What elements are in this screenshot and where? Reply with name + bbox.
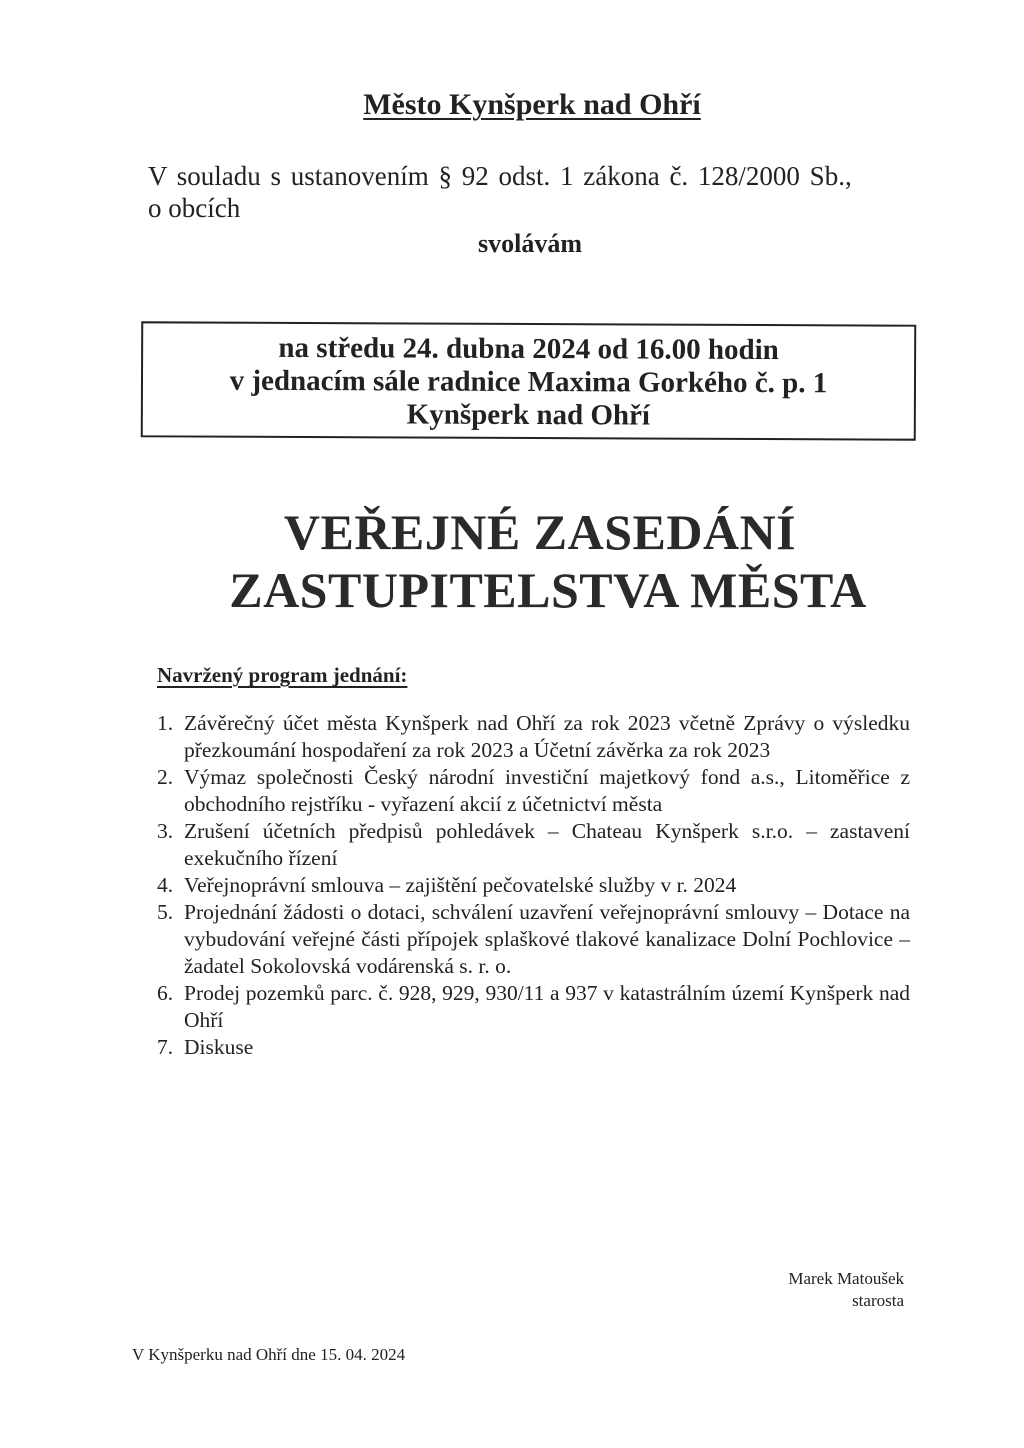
signer-name: Marek Matoušek	[788, 1269, 904, 1288]
program-label: Navržený program jednání:	[157, 663, 408, 687]
title-line-2: ZASTUPITELSTVA MĚSTA	[229, 562, 867, 618]
agenda-item-text: Diskuse	[184, 1035, 254, 1059]
agenda-item-number: 5.	[157, 900, 174, 924]
agenda-item-number: 1.	[157, 711, 174, 735]
document-heading: Město Kynšperk nad Ohří	[363, 88, 701, 121]
agenda-item	[150, 872, 910, 899]
document-title	[150, 503, 930, 619]
agenda-item	[150, 710, 910, 764]
convene-text: svolávám	[478, 229, 582, 258]
agenda-item	[150, 1034, 910, 1061]
agenda-item	[150, 899, 910, 980]
agenda-item-number: 7.	[157, 1035, 174, 1059]
signature-block	[788, 1268, 904, 1312]
agenda-item-number: 3.	[157, 819, 174, 843]
agenda-item-text: Výmaz společnosti Český národní investiční majetkový fond a.s., Litoměřice z obchodního rejstříku - vyřazení akcií z účetnictví města	[184, 765, 910, 816]
agenda-item-text: Veřejnoprávní smlouva – zajištění pečovatelské služby v r. 2024	[184, 873, 737, 897]
agenda-item-number: 4.	[157, 873, 174, 897]
meeting-date-time: na středu 24. dubna 2024 od 16.00 hodin	[278, 331, 779, 367]
agenda-item	[150, 764, 910, 818]
title-line-1: VEŘEJNÉ ZASEDÁNÍ	[283, 504, 797, 560]
meeting-town: Kynšperk nad Ohří	[406, 398, 651, 432]
agenda-item-text: Zrušení účetních předpisů pohledávek – Chateau Kynšperk s.r.o. – zastavení exekučního řízení	[184, 819, 910, 870]
meeting-info-box	[141, 321, 916, 440]
legal-basis-line-1: V souladu s ustanovením § 92 odst. 1 zákona č. 128/2000 Sb.,	[148, 161, 852, 191]
agenda-item-text: Projednání žádosti o dotaci, schválení uzavření veřejnoprávní smlouvy – Dotace na vybudování veřejné části přípojek splaškové tlakové kanalizace Dolní Pochlovice – žadatel Sokolovská vodárenská s. r. o.	[184, 900, 910, 978]
agenda-item-number: 2.	[157, 765, 174, 789]
agenda-item-text: Závěrečný účet města Kynšperk nad Ohří za rok 2023 včetně Zprávy o výsledku přezkoumání hospodaření za rok 2023 a Účetní závěrka za rok 2023	[184, 711, 910, 762]
legal-basis	[148, 160, 928, 224]
agenda-item-text: Prodej pozemků parc. č. 928, 929, 930/11 a 937 v katastrálním území Kynšperk nad Ohří	[184, 981, 910, 1032]
agenda-item	[150, 980, 910, 1034]
agenda-item	[150, 818, 910, 872]
agenda-item-number: 6.	[157, 981, 174, 1005]
place-and-date: V Kynšperku nad Ohří dne 15. 04. 2024	[132, 1345, 406, 1364]
agenda-list	[150, 710, 910, 1061]
signer-role: starosta	[852, 1291, 904, 1310]
legal-basis-line-2: o obcích	[148, 193, 241, 223]
meeting-venue: v jednacím sále radnice Maxima Gorkého č. p. 1	[229, 364, 828, 400]
